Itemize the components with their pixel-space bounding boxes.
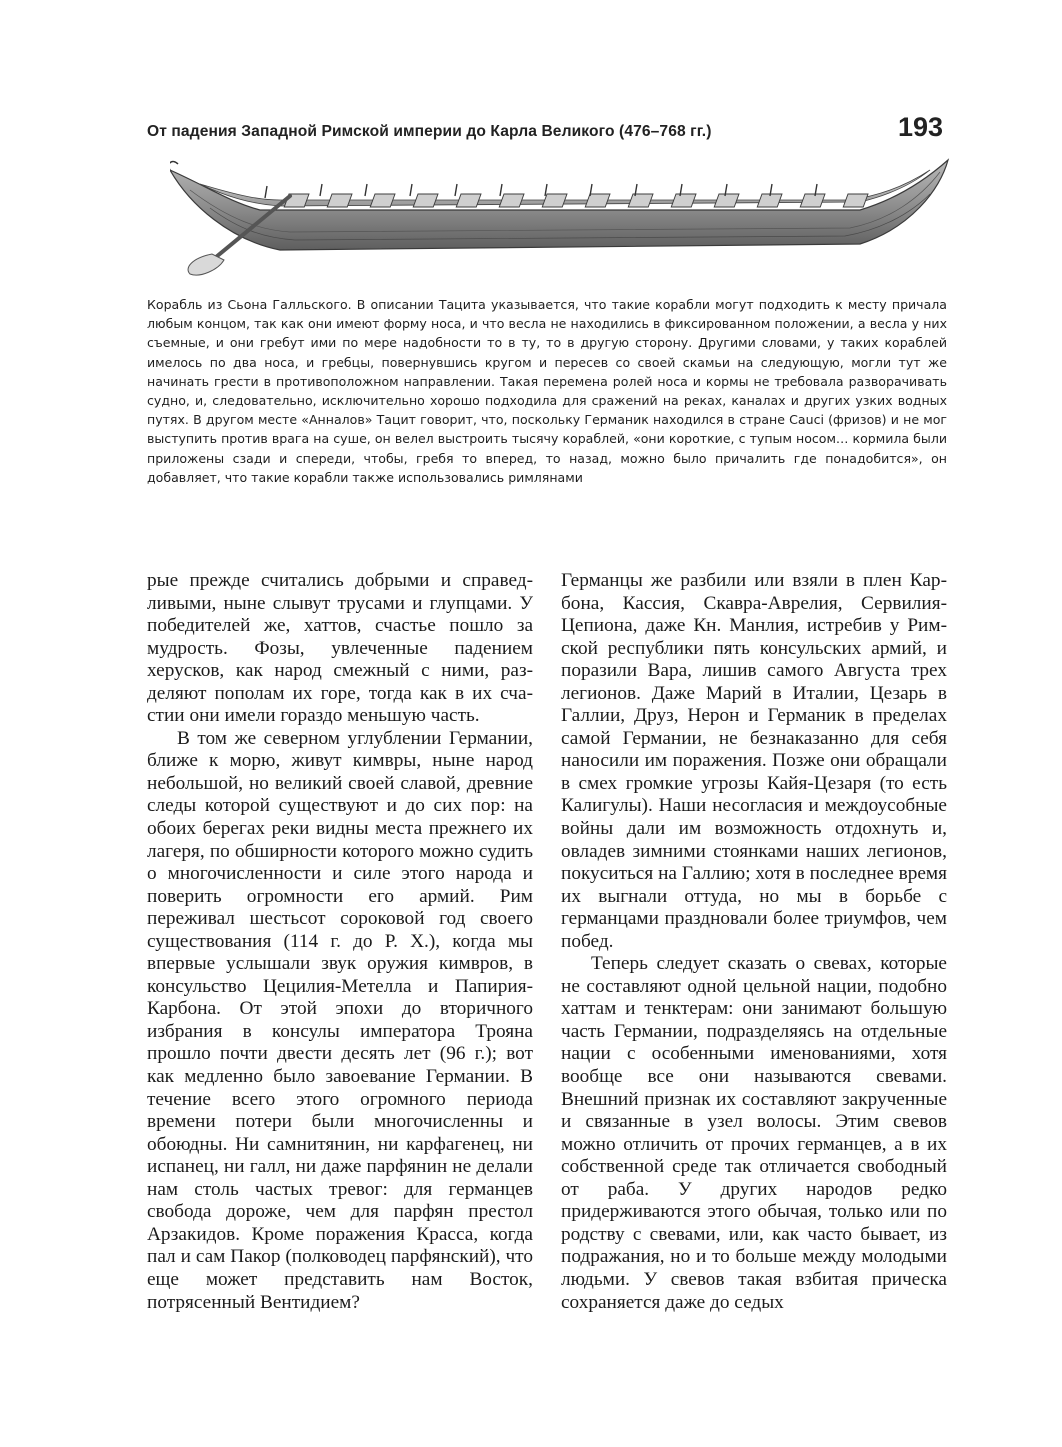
paragraph: Германцы же разбили или взяли в плен Карбона, Кассия, Скавра-Аврелия, Сервилия-Цепиона, даже Кн. Манлия, истребив у Римской республики пять консульских армий, и поразили Вара, лишив самого Августа трех легионов. Даже Марий в Италии, Цезарь в Галлии, Друз, Нерон и Германик в пределах самой Германии, не безнаказанно для себя наносили им поражения. Позже они обращали в смех громкие угрозы Кайя-Цезаря (то есть Калигулы). Наши несогласия и междоусобные войны дали им возможность отдохнуть и, овладев зимними стоянками наших легионов, покуситься на Галлию; хотя в последнее время их выгнали оттуда, но мы в борьбе с германцами праздновали более триумфов, чем побед. — [561, 570, 947, 952]
ship-illustration — [170, 150, 960, 290]
running-title: От падения Западной Римской империи до Карла Великого (476–768 гг.) — [147, 123, 712, 140]
figure-caption: Корабль из Сьона Галльского. В описании Тацита указывается, что такие корабли могут подходить к месту причала любым концом, так как они имеют форму носа, и что весла не находились в фиксированном положении, а весла у них съемные, и они гребут ими по мере надобности то в ту, то в другую сторону. Другими словами, у таких кораблей имелось по два носа, и гребцы, повернувшись кругом и пересев со своей скамьи на следующую, могли тут же начинать грести в противоположном направлении. Такая перемена ролей носа и кормы не требовала разворачивать судно, и, следовательно, исключительно хорошо подходила для сражений на реках, каналах и других узких водных путях. В другом месте «Анналов» Тацит говорит, что, поскольку Германик находился в стране Cauci (фризов) и не мог выступить против врага на суше, он велел выстроить тысячу кораблей, «они короткие, с тупым носом… кормила были приложены сзади и спереди, чтобы, гребя то вперед, то назад, можно было причалить где понадобится», он добавляет, что такие корабли также использовались римлянами — [147, 297, 947, 485]
paragraph: Теперь следует сказать о свевах, которые не составляют одной цельной нации, подобно хаттам и тенктерам: они занимают большую часть Германии, подразделяясь на отдельные нации с особенными именованиями, хотя вообще все они называются свевами. Внешний признак их составляют закрученные и связанные в узел волосы. Этим свевов можно отличить от прочих германцев, а в их собственной среде так отличается свободный от раба. У других народов редко придерживаются этого обычая, только или по родству с свевами, или, как часто бывает, из подражания, но и то больше между молодыми людьми. У свевов такая взбитая прическа сохраняется даже до седых — [561, 953, 947, 1313]
paragraph: рые прежде считались добрыми и справедливыми, ныне слывут трусами и глупцами. У победителей же, хаттов, счастье пошло за мудрость. Фозы, увлеченные падением херусков, как народ смежный с ними, разделяют пополам их горе, тогда как в их счастии они имели гораздо меньшую часть. — [147, 570, 533, 727]
paragraph: В том же северном углублении Германии, ближе к морю, живут кимвры, ныне народ небольшой, но великий своей славой, древние следы которой существуют и до сих пор: на обоих берегах реки видны места прежнего их лагеря, по обширности которого можно судить о многочисленности и силе этого народа и поверить огромности его армий. Рим переживал шестьсот сороковой год своего существования (114 г. до Р. Х.), когда мы впервые услышали звук оружия кимвров, в консульство Цецилия-Метелла и Папирия-Карбона. От этой эпохи до вторичного избрания в консулы императора Трояна прошло почти двести десять лет (96 г.); вот как медленно было завоевание Германии. В течение всего этого огромного периода времени потери были многочисленны и обоюдны. Ни самнитянин, ни карфагенец, ни испанец, ни галл, ни даже парфянин не делали нам столь частых тревог: для германцев свобода дороже, чем для парфян престол Арзакидов. Кроме поражения Красса, когда пал и сам Пакор (полководец парфянский), что еще может представить нам Восток, потрясенный Вентидием? — [147, 727, 533, 1313]
page-number: 193 — [897, 112, 943, 142]
text-column-right — [561, 570, 947, 1314]
text-column-left — [147, 570, 533, 1314]
ship-drawing — [170, 150, 960, 290]
page-header — [147, 112, 943, 142]
